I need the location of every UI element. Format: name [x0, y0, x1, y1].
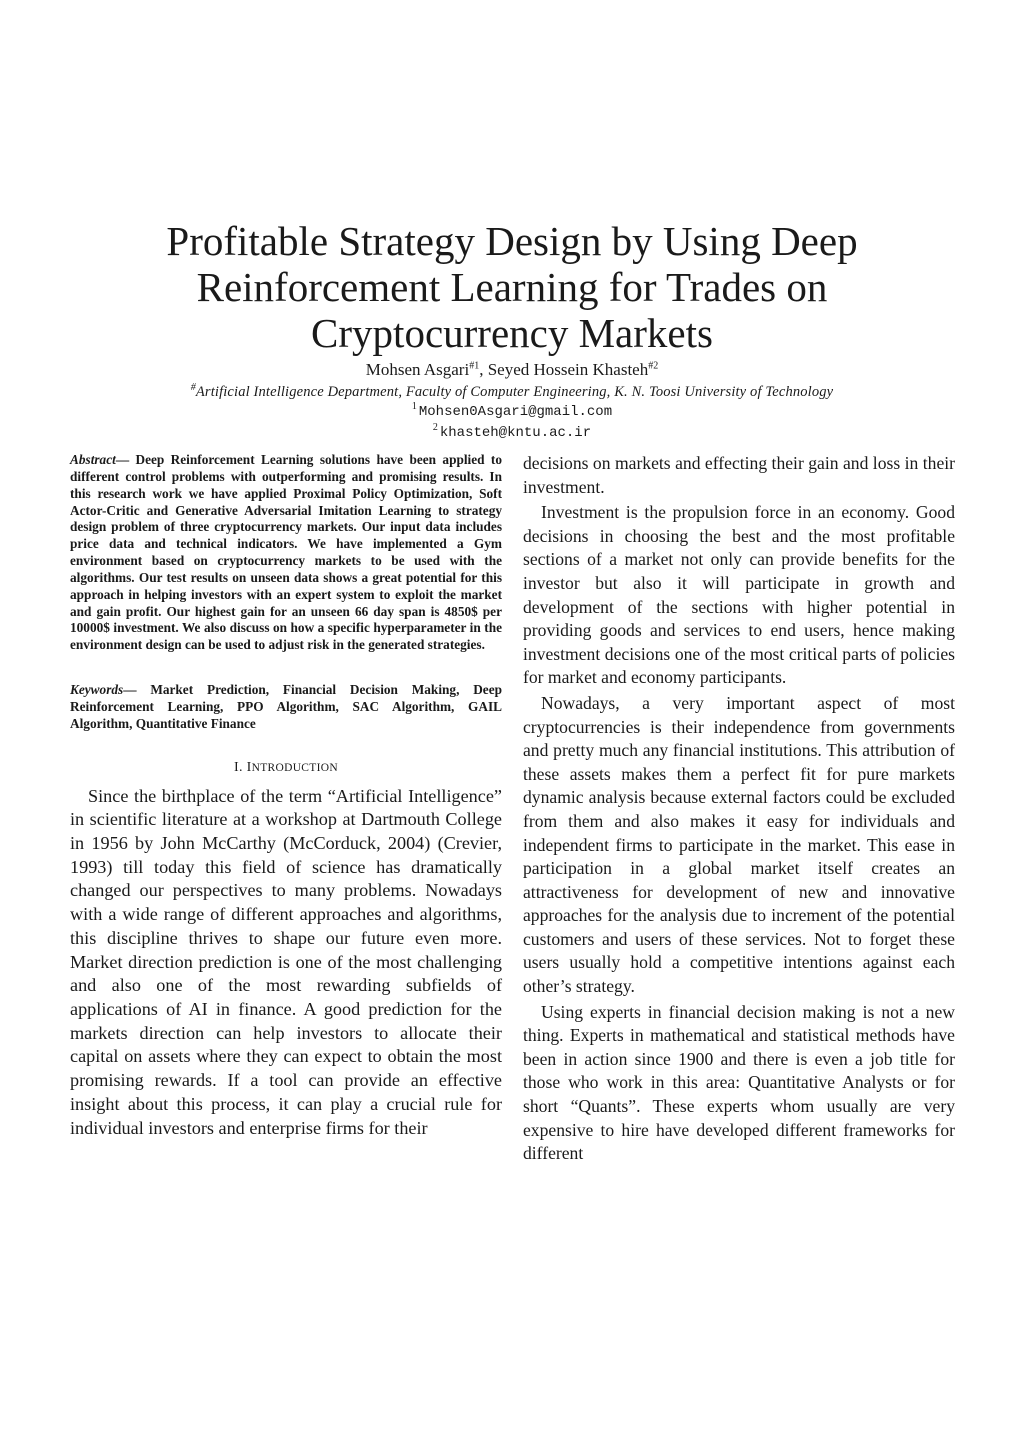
email-line [60, 402, 964, 423]
abstract [70, 452, 502, 654]
left-column [70, 452, 502, 1140]
paragraph-experts: Using experts in financial decision making is not a new thing. Experts in mathematical and statistical methods have been in action since 1900 and there is even a job title for those who work in this area: Quantitative Analysts or for short “Quants”. These experts whom usually are very expensive to hire have developed different frameworks for different [523, 1001, 955, 1164]
title-block [60, 218, 964, 444]
affiliation-text: Artificial Intelligence Department, Faculty of Computer Engineering, K. N. Toosi University of Technology [195, 384, 834, 400]
intro-paragraph: Since the birthplace of the term “Artificial Intelligence” in scientific literature at a workshop at Dartmouth College in 1956 by John McCarthy (McCorduck, 2004) (Crevier, 1993) till today this field of science has dramatically changed our perspectives to many problems. Nowadays with a wide range of different approaches and algorithms, this discipline thrives to shape our future even more. Market direction prediction is one of the most challenging and also one of the most rewarding subfields of applications of AI in finance. A good prediction for the markets direction can help investors to allocate their capital on assets where they can expect to obtain the most promising rewards. If a tool can provide an effective insight about this process, it can play a crucial rule for individual investors and enterprise firms for their [70, 785, 502, 1138]
author-name: Seyed Hossein Khasteh [487, 360, 649, 379]
email-line [60, 423, 964, 444]
author-superscript: #1 [469, 360, 480, 372]
email-number: 1 [411, 401, 417, 413]
author-line [60, 359, 964, 381]
keywords-text: Market Prediction, Financial Decision Making, Deep Reinforcement Learning, PPO Algorithm, SAC Algorithm, GAIL Algorithm, Quantitative Finance [70, 682, 502, 731]
email-number: 2 [432, 422, 438, 434]
paper-title: Profitable Strategy Design by Using Deep Reinforcement Learning for Trades on Cryptocurrency Markets [166, 218, 858, 356]
author-superscript: #2 [648, 360, 659, 372]
abstract-text: Deep Reinforcement Learning solutions have been applied to different control problems with outperforming and promising results. In this research work we have applied Proximal Policy Optimization, Soft Actor-Critic and Generative Adversarial Imitation Learning to strategy design problem of three cryptocurrency markets. Our input data includes price data and technical indicators. We have implemented a Gym environment based on cryptocurrency markets to be used with the algorithms. Our test results on unseen data shows a great potential for this approach in helping investors with an expert system to exploit the market and gain profit. Our highest gain for an unseen 66 day span is 4850$ per 10000$ investment. We also discuss on how a specific hyperparameter in the environment design can be used to adjust risk in the generated strategies. [70, 452, 502, 653]
keywords [70, 682, 502, 733]
abstract-label: Abstract [70, 452, 116, 467]
keywords-label: Keywords [70, 682, 124, 698]
abstract-dash: — [115, 452, 136, 467]
email-address: khasteh@kntu.ac.ir [439, 425, 592, 441]
right-column [523, 452, 955, 1166]
affiliation [60, 382, 964, 402]
section-heading-introduction [70, 760, 502, 776]
email-address: Mohsen0Asgari@gmail.com [418, 404, 613, 420]
paragraph-investment: Investment is the propulsion force in an economy. Good decisions in choosing the best and the most profitable sections of a market not only can provide benefits for the investor but also it will participate in growth and development of the sections with higher potential in providing goods and services to end users, hence making investment decisions one of the most critical parts of policies for market and economy participants. [523, 502, 955, 688]
section-numeral: I. [234, 759, 243, 775]
affiliation-mark: # [190, 382, 196, 394]
keywords-dash: — [123, 682, 151, 698]
section-title: INTRODUCTION [246, 759, 338, 775]
author-name: Mohsen Asgari [365, 360, 470, 379]
paragraph-cryptocurrencies: Nowadays, a very important aspect of most cryptocurrencies is their independence from governments and pretty much any financial institutions. This attribution of these assets makes them a perfect fit for pure markets dynamic analysis because external factors could be excluded from them and also makes it easy for individuals and independent firms to participate in the market. This ease in participation in a global market itself creates an attractiveness for development of new and innovative approaches for the analysis due to increment of the potential customers and users of these services. Not to forget these users usually hold a competitive intentions against each other’s strategy. [523, 692, 955, 997]
paragraph-continuation: decisions on markets and effecting their gain and loss in their investment. [523, 453, 955, 497]
author-separator: , [479, 360, 488, 379]
